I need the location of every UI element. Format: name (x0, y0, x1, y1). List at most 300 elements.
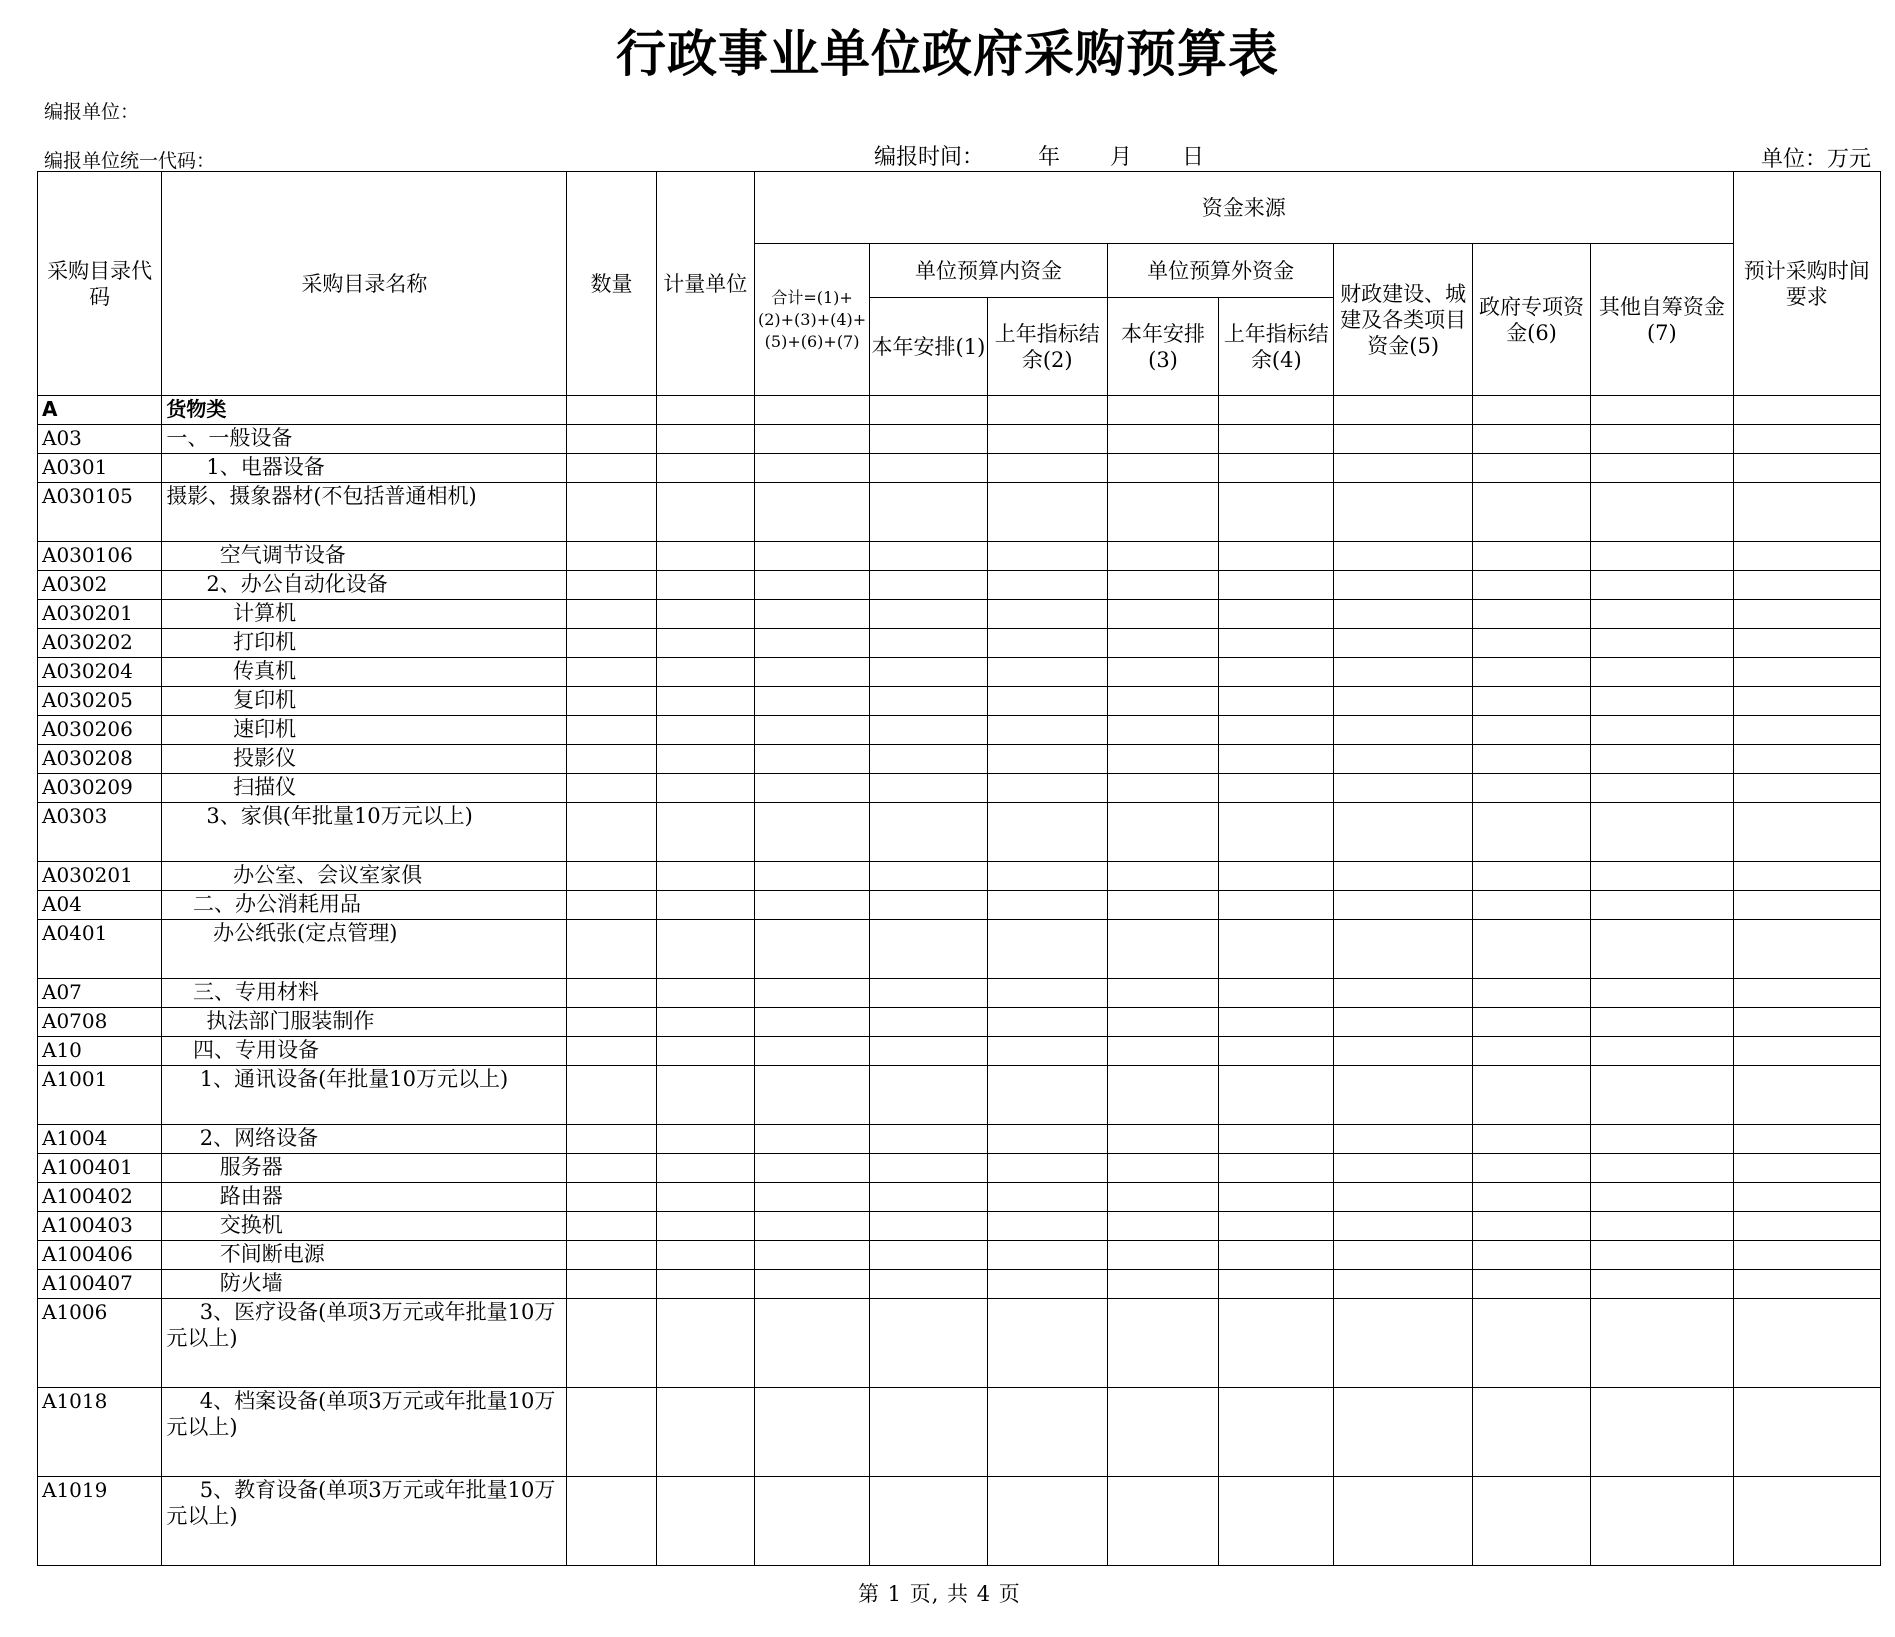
empty-cell[interactable] (1472, 716, 1590, 745)
empty-cell[interactable] (656, 483, 754, 542)
empty-cell[interactable] (754, 1241, 869, 1270)
empty-cell[interactable] (754, 774, 869, 803)
empty-cell[interactable] (870, 1125, 987, 1154)
empty-cell[interactable] (870, 571, 987, 600)
empty-cell[interactable] (1107, 454, 1218, 483)
empty-cell[interactable] (1107, 891, 1218, 920)
empty-cell[interactable] (1733, 1388, 1880, 1477)
empty-cell[interactable] (656, 687, 754, 716)
empty-cell[interactable] (567, 1037, 656, 1066)
empty-cell[interactable] (987, 1154, 1107, 1183)
empty-cell[interactable] (1334, 774, 1472, 803)
empty-cell[interactable] (1219, 1037, 1334, 1066)
empty-cell[interactable] (1107, 600, 1218, 629)
empty-cell[interactable] (567, 862, 656, 891)
empty-cell[interactable] (1219, 542, 1334, 571)
empty-cell[interactable] (870, 745, 987, 774)
empty-cell[interactable] (987, 1477, 1107, 1566)
empty-cell[interactable] (567, 1212, 656, 1241)
empty-cell[interactable] (567, 716, 656, 745)
empty-cell[interactable] (870, 483, 987, 542)
empty-cell[interactable] (1334, 542, 1472, 571)
empty-cell[interactable] (1107, 629, 1218, 658)
empty-cell[interactable] (1334, 1212, 1472, 1241)
empty-cell[interactable] (1733, 979, 1880, 1008)
empty-cell[interactable] (567, 542, 656, 571)
empty-cell[interactable] (1219, 396, 1334, 425)
empty-cell[interactable] (870, 862, 987, 891)
empty-cell[interactable] (754, 1212, 869, 1241)
empty-cell[interactable] (567, 1299, 656, 1388)
empty-cell[interactable] (1591, 1388, 1733, 1477)
empty-cell[interactable] (987, 891, 1107, 920)
empty-cell[interactable] (656, 542, 754, 571)
empty-cell[interactable] (1733, 745, 1880, 774)
empty-cell[interactable] (870, 1008, 987, 1037)
empty-cell[interactable] (1334, 862, 1472, 891)
empty-cell[interactable] (1219, 745, 1334, 774)
empty-cell[interactable] (1107, 862, 1218, 891)
empty-cell[interactable] (1107, 716, 1218, 745)
empty-cell[interactable] (754, 600, 869, 629)
empty-cell[interactable] (1472, 1241, 1590, 1270)
empty-cell[interactable] (1334, 571, 1472, 600)
empty-cell[interactable] (1472, 483, 1590, 542)
empty-cell[interactable] (1107, 687, 1218, 716)
empty-cell[interactable] (1219, 1299, 1334, 1388)
empty-cell[interactable] (870, 600, 987, 629)
empty-cell[interactable] (1219, 425, 1334, 454)
empty-cell[interactable] (870, 658, 987, 687)
empty-cell[interactable] (1591, 1212, 1733, 1241)
empty-cell[interactable] (987, 803, 1107, 862)
empty-cell[interactable] (1334, 745, 1472, 774)
empty-cell[interactable] (1219, 979, 1334, 1008)
empty-cell[interactable] (870, 1212, 987, 1241)
empty-cell[interactable] (1219, 1125, 1334, 1154)
empty-cell[interactable] (656, 600, 754, 629)
empty-cell[interactable] (870, 716, 987, 745)
empty-cell[interactable] (1107, 1299, 1218, 1388)
empty-cell[interactable] (1107, 483, 1218, 542)
empty-cell[interactable] (987, 600, 1107, 629)
empty-cell[interactable] (754, 1183, 869, 1212)
empty-cell[interactable] (1107, 1154, 1218, 1183)
empty-cell[interactable] (1733, 658, 1880, 687)
empty-cell[interactable] (754, 629, 869, 658)
empty-cell[interactable] (1591, 920, 1733, 979)
empty-cell[interactable] (1334, 1066, 1472, 1125)
empty-cell[interactable] (1334, 803, 1472, 862)
empty-cell[interactable] (656, 774, 754, 803)
empty-cell[interactable] (1107, 542, 1218, 571)
empty-cell[interactable] (1107, 745, 1218, 774)
empty-cell[interactable] (1334, 1125, 1472, 1154)
empty-cell[interactable] (987, 1125, 1107, 1154)
empty-cell[interactable] (1472, 1037, 1590, 1066)
empty-cell[interactable] (656, 629, 754, 658)
empty-cell[interactable] (1591, 571, 1733, 600)
empty-cell[interactable] (987, 1241, 1107, 1270)
empty-cell[interactable] (1107, 1241, 1218, 1270)
empty-cell[interactable] (1334, 483, 1472, 542)
empty-cell[interactable] (1219, 1477, 1334, 1566)
empty-cell[interactable] (567, 571, 656, 600)
empty-cell[interactable] (870, 803, 987, 862)
empty-cell[interactable] (1107, 1183, 1218, 1212)
empty-cell[interactable] (870, 1154, 987, 1183)
empty-cell[interactable] (567, 1008, 656, 1037)
empty-cell[interactable] (870, 1388, 987, 1477)
empty-cell[interactable] (987, 1008, 1107, 1037)
empty-cell[interactable] (754, 1299, 869, 1388)
empty-cell[interactable] (656, 1299, 754, 1388)
empty-cell[interactable] (754, 979, 869, 1008)
empty-cell[interactable] (567, 745, 656, 774)
empty-cell[interactable] (754, 862, 869, 891)
empty-cell[interactable] (870, 396, 987, 425)
empty-cell[interactable] (1591, 1241, 1733, 1270)
empty-cell[interactable] (1472, 1183, 1590, 1212)
empty-cell[interactable] (1591, 600, 1733, 629)
empty-cell[interactable] (987, 774, 1107, 803)
empty-cell[interactable] (870, 1270, 987, 1299)
empty-cell[interactable] (1334, 1477, 1472, 1566)
empty-cell[interactable] (987, 658, 1107, 687)
empty-cell[interactable] (754, 396, 869, 425)
empty-cell[interactable] (1219, 687, 1334, 716)
empty-cell[interactable] (987, 920, 1107, 979)
empty-cell[interactable] (656, 979, 754, 1008)
empty-cell[interactable] (1591, 1066, 1733, 1125)
empty-cell[interactable] (754, 1270, 869, 1299)
empty-cell[interactable] (1472, 1125, 1590, 1154)
empty-cell[interactable] (1591, 1008, 1733, 1037)
empty-cell[interactable] (1472, 571, 1590, 600)
empty-cell[interactable] (1334, 1388, 1472, 1477)
empty-cell[interactable] (567, 1388, 656, 1477)
empty-cell[interactable] (1219, 1008, 1334, 1037)
empty-cell[interactable] (870, 891, 987, 920)
empty-cell[interactable] (1219, 1388, 1334, 1477)
empty-cell[interactable] (1591, 1037, 1733, 1066)
empty-cell[interactable] (1334, 1270, 1472, 1299)
empty-cell[interactable] (1219, 891, 1334, 920)
empty-cell[interactable] (987, 571, 1107, 600)
empty-cell[interactable] (1219, 483, 1334, 542)
empty-cell[interactable] (1472, 1066, 1590, 1125)
empty-cell[interactable] (754, 920, 869, 979)
empty-cell[interactable] (1733, 891, 1880, 920)
empty-cell[interactable] (1733, 920, 1880, 979)
empty-cell[interactable] (1733, 600, 1880, 629)
empty-cell[interactable] (1107, 1037, 1218, 1066)
empty-cell[interactable] (1733, 1270, 1880, 1299)
empty-cell[interactable] (1107, 803, 1218, 862)
empty-cell[interactable] (1219, 454, 1334, 483)
empty-cell[interactable] (1591, 745, 1733, 774)
empty-cell[interactable] (1591, 425, 1733, 454)
empty-cell[interactable] (1334, 687, 1472, 716)
empty-cell[interactable] (1733, 1299, 1880, 1388)
empty-cell[interactable] (1107, 1125, 1218, 1154)
empty-cell[interactable] (1219, 862, 1334, 891)
empty-cell[interactable] (1472, 658, 1590, 687)
empty-cell[interactable] (1107, 979, 1218, 1008)
empty-cell[interactable] (1334, 1154, 1472, 1183)
empty-cell[interactable] (1591, 862, 1733, 891)
empty-cell[interactable] (754, 1154, 869, 1183)
empty-cell[interactable] (754, 1477, 869, 1566)
empty-cell[interactable] (1733, 1066, 1880, 1125)
empty-cell[interactable] (567, 483, 656, 542)
empty-cell[interactable] (754, 745, 869, 774)
empty-cell[interactable] (1472, 542, 1590, 571)
empty-cell[interactable] (567, 891, 656, 920)
empty-cell[interactable] (1733, 396, 1880, 425)
empty-cell[interactable] (1591, 1299, 1733, 1388)
empty-cell[interactable] (1334, 716, 1472, 745)
empty-cell[interactable] (1472, 396, 1590, 425)
empty-cell[interactable] (1591, 803, 1733, 862)
empty-cell[interactable] (1107, 1477, 1218, 1566)
empty-cell[interactable] (1472, 600, 1590, 629)
empty-cell[interactable] (1107, 1270, 1218, 1299)
empty-cell[interactable] (1219, 716, 1334, 745)
empty-cell[interactable] (1472, 1154, 1590, 1183)
empty-cell[interactable] (1107, 658, 1218, 687)
empty-cell[interactable] (1472, 891, 1590, 920)
empty-cell[interactable] (754, 571, 869, 600)
empty-cell[interactable] (1591, 774, 1733, 803)
empty-cell[interactable] (754, 1008, 869, 1037)
empty-cell[interactable] (1591, 1477, 1733, 1566)
empty-cell[interactable] (656, 1270, 754, 1299)
empty-cell[interactable] (1733, 1241, 1880, 1270)
empty-cell[interactable] (656, 1388, 754, 1477)
empty-cell[interactable] (1733, 483, 1880, 542)
empty-cell[interactable] (1733, 571, 1880, 600)
empty-cell[interactable] (1472, 1212, 1590, 1241)
empty-cell[interactable] (987, 979, 1107, 1008)
empty-cell[interactable] (1733, 716, 1880, 745)
empty-cell[interactable] (1591, 1125, 1733, 1154)
empty-cell[interactable] (754, 1125, 869, 1154)
empty-cell[interactable] (987, 1299, 1107, 1388)
empty-cell[interactable] (1107, 1008, 1218, 1037)
empty-cell[interactable] (1591, 891, 1733, 920)
empty-cell[interactable] (1219, 803, 1334, 862)
empty-cell[interactable] (1219, 920, 1334, 979)
empty-cell[interactable] (1107, 396, 1218, 425)
empty-cell[interactable] (656, 396, 754, 425)
empty-cell[interactable] (1733, 1212, 1880, 1241)
empty-cell[interactable] (987, 1212, 1107, 1241)
empty-cell[interactable] (987, 425, 1107, 454)
empty-cell[interactable] (754, 454, 869, 483)
empty-cell[interactable] (1472, 920, 1590, 979)
empty-cell[interactable] (1107, 571, 1218, 600)
empty-cell[interactable] (1219, 658, 1334, 687)
empty-cell[interactable] (656, 1066, 754, 1125)
empty-cell[interactable] (567, 920, 656, 979)
empty-cell[interactable] (567, 629, 656, 658)
empty-cell[interactable] (567, 454, 656, 483)
empty-cell[interactable] (656, 1125, 754, 1154)
empty-cell[interactable] (1107, 920, 1218, 979)
empty-cell[interactable] (1733, 425, 1880, 454)
empty-cell[interactable] (1733, 629, 1880, 658)
empty-cell[interactable] (1334, 600, 1472, 629)
empty-cell[interactable] (1219, 629, 1334, 658)
empty-cell[interactable] (656, 1008, 754, 1037)
empty-cell[interactable] (870, 774, 987, 803)
empty-cell[interactable] (567, 979, 656, 1008)
empty-cell[interactable] (987, 862, 1107, 891)
empty-cell[interactable] (1219, 571, 1334, 600)
empty-cell[interactable] (987, 716, 1107, 745)
empty-cell[interactable] (987, 1037, 1107, 1066)
empty-cell[interactable] (1472, 1388, 1590, 1477)
empty-cell[interactable] (1334, 1037, 1472, 1066)
empty-cell[interactable] (987, 1388, 1107, 1477)
empty-cell[interactable] (754, 803, 869, 862)
empty-cell[interactable] (1219, 1241, 1334, 1270)
empty-cell[interactable] (1472, 979, 1590, 1008)
empty-cell[interactable] (1472, 1008, 1590, 1037)
empty-cell[interactable] (1107, 425, 1218, 454)
empty-cell[interactable] (1334, 979, 1472, 1008)
empty-cell[interactable] (1472, 745, 1590, 774)
empty-cell[interactable] (1591, 1270, 1733, 1299)
empty-cell[interactable] (754, 425, 869, 454)
empty-cell[interactable] (987, 396, 1107, 425)
empty-cell[interactable] (656, 1241, 754, 1270)
empty-cell[interactable] (1107, 1066, 1218, 1125)
empty-cell[interactable] (1733, 803, 1880, 862)
empty-cell[interactable] (1334, 396, 1472, 425)
empty-cell[interactable] (987, 1183, 1107, 1212)
empty-cell[interactable] (1107, 774, 1218, 803)
empty-cell[interactable] (656, 716, 754, 745)
empty-cell[interactable] (567, 1154, 656, 1183)
empty-cell[interactable] (870, 629, 987, 658)
empty-cell[interactable] (656, 1154, 754, 1183)
empty-cell[interactable] (870, 1183, 987, 1212)
empty-cell[interactable] (754, 1388, 869, 1477)
empty-cell[interactable] (1733, 1125, 1880, 1154)
empty-cell[interactable] (656, 1037, 754, 1066)
empty-cell[interactable] (754, 716, 869, 745)
empty-cell[interactable] (987, 687, 1107, 716)
empty-cell[interactable] (656, 745, 754, 774)
empty-cell[interactable] (1472, 687, 1590, 716)
empty-cell[interactable] (656, 425, 754, 454)
empty-cell[interactable] (567, 396, 656, 425)
empty-cell[interactable] (567, 774, 656, 803)
empty-cell[interactable] (1733, 1183, 1880, 1212)
empty-cell[interactable] (1334, 920, 1472, 979)
empty-cell[interactable] (987, 542, 1107, 571)
empty-cell[interactable] (1219, 1066, 1334, 1125)
empty-cell[interactable] (1334, 425, 1472, 454)
empty-cell[interactable] (567, 1066, 656, 1125)
empty-cell[interactable] (1591, 1154, 1733, 1183)
empty-cell[interactable] (1472, 803, 1590, 862)
empty-cell[interactable] (1334, 1183, 1472, 1212)
empty-cell[interactable] (1733, 454, 1880, 483)
empty-cell[interactable] (1591, 687, 1733, 716)
empty-cell[interactable] (754, 687, 869, 716)
empty-cell[interactable] (870, 542, 987, 571)
empty-cell[interactable] (754, 542, 869, 571)
empty-cell[interactable] (1334, 629, 1472, 658)
empty-cell[interactable] (1219, 1270, 1334, 1299)
empty-cell[interactable] (987, 745, 1107, 774)
empty-cell[interactable] (1472, 774, 1590, 803)
empty-cell[interactable] (1219, 1154, 1334, 1183)
empty-cell[interactable] (1591, 483, 1733, 542)
empty-cell[interactable] (1591, 542, 1733, 571)
empty-cell[interactable] (567, 1241, 656, 1270)
empty-cell[interactable] (567, 1125, 656, 1154)
empty-cell[interactable] (1591, 396, 1733, 425)
empty-cell[interactable] (870, 1241, 987, 1270)
empty-cell[interactable] (1472, 425, 1590, 454)
empty-cell[interactable] (1733, 542, 1880, 571)
empty-cell[interactable] (987, 1066, 1107, 1125)
empty-cell[interactable] (1733, 1154, 1880, 1183)
empty-cell[interactable] (987, 1270, 1107, 1299)
empty-cell[interactable] (656, 658, 754, 687)
empty-cell[interactable] (656, 454, 754, 483)
empty-cell[interactable] (656, 891, 754, 920)
empty-cell[interactable] (567, 687, 656, 716)
empty-cell[interactable] (1472, 862, 1590, 891)
empty-cell[interactable] (1472, 1477, 1590, 1566)
empty-cell[interactable] (754, 891, 869, 920)
empty-cell[interactable] (1334, 658, 1472, 687)
empty-cell[interactable] (1591, 454, 1733, 483)
empty-cell[interactable] (1472, 454, 1590, 483)
empty-cell[interactable] (656, 1183, 754, 1212)
empty-cell[interactable] (1472, 1270, 1590, 1299)
empty-cell[interactable] (1733, 1477, 1880, 1566)
empty-cell[interactable] (1591, 979, 1733, 1008)
empty-cell[interactable] (1472, 629, 1590, 658)
empty-cell[interactable] (656, 571, 754, 600)
empty-cell[interactable] (1733, 774, 1880, 803)
empty-cell[interactable] (1219, 1212, 1334, 1241)
empty-cell[interactable] (1591, 658, 1733, 687)
empty-cell[interactable] (567, 1183, 656, 1212)
empty-cell[interactable] (1334, 1241, 1472, 1270)
empty-cell[interactable] (870, 1037, 987, 1066)
empty-cell[interactable] (1591, 629, 1733, 658)
empty-cell[interactable] (987, 483, 1107, 542)
empty-cell[interactable] (1334, 891, 1472, 920)
empty-cell[interactable] (656, 862, 754, 891)
empty-cell[interactable] (870, 425, 987, 454)
empty-cell[interactable] (656, 1477, 754, 1566)
empty-cell[interactable] (1334, 1299, 1472, 1388)
empty-cell[interactable] (870, 1477, 987, 1566)
empty-cell[interactable] (1591, 716, 1733, 745)
empty-cell[interactable] (870, 979, 987, 1008)
empty-cell[interactable] (1219, 1183, 1334, 1212)
empty-cell[interactable] (870, 454, 987, 483)
empty-cell[interactable] (870, 920, 987, 979)
